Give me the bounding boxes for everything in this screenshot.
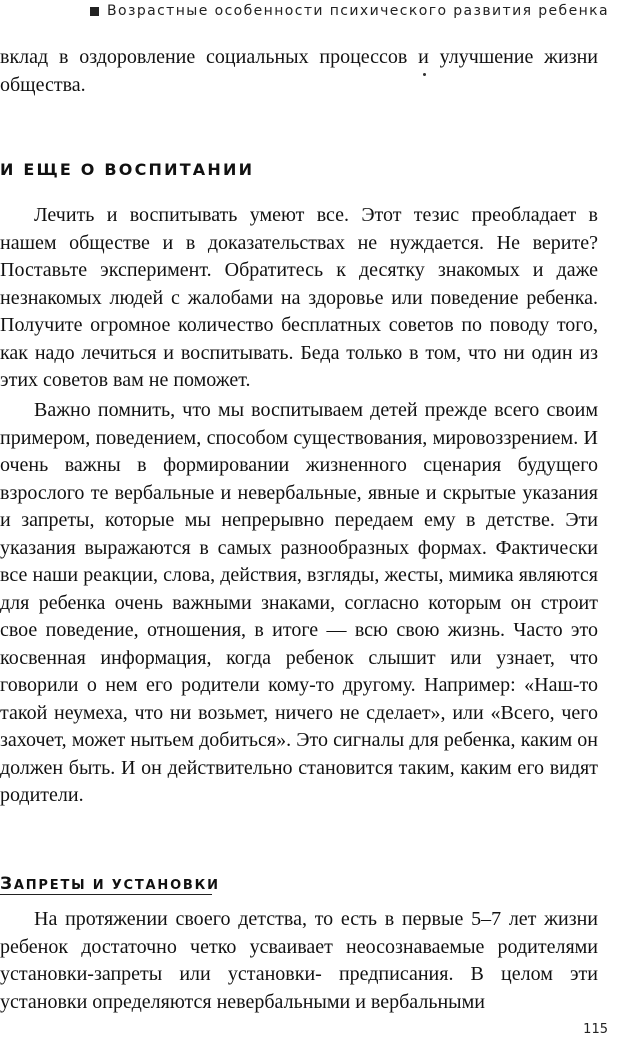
continuation-paragraph: вклад в оздоровление социальных процессов и улучшение жизни общества. [0, 46, 598, 96]
subsection-heading-underline [0, 894, 212, 895]
subsection-heading-initial: З [0, 874, 14, 894]
paragraph-2: Важно помнить, что мы воспитываем детей прежде всего своим примером, поведением, способом существования, мировоззрением. И очень важны в формировании жизненного сценария будущего взрослого те вербальные и невербальные, явные и скрытые указания и запреты, которые мы непрерывно передаем ему в детстве. Эти указания выражаются в самых разнообразных формах. Фактически все наши реакции, слова, действия, взгляды, жесты, мимика являются для ребенка очень важными знаками, согласно которым он строит свое поведение, отношения, в итоге — всю свою жизнь. Часто это косвенная информация, когда ребенок слышит или узнает, что говорили о нем его родители кому-то другому. Например: «Наш-то такой неумеха, что ни возьмет, ничего не сделает», или «Всего, чего захочет, может нытьем добиться». Это сигналы для ребенка, каким он должен быть. И он действительно становится таким, каким его видят родители. [0, 399, 598, 806]
subsection-heading-rest: АПРЕТЫ И УСТАНОВКИ [13, 878, 220, 893]
page-number: 115 [583, 1022, 608, 1037]
paragraph-1: Лечить и воспитывать умеют все. Этот тезис преобладает в нашем обществе и в доказательствах не нуждается. Не верите? Поставьте эксперимент. Обратитесь к десятку знакомых и даже незнакомых людей с жалобами на здоровье или поведение ребенка. Получите огромное количество бесплатных советов по поводу того, как надо лечиться и воспитывать. Беда только в том, что ни один из этих советов вам не поможет. [0, 204, 598, 391]
bullet-square-icon [90, 7, 99, 16]
stray-dot-mark [423, 73, 426, 76]
subsection-heading [0, 874, 220, 894]
running-head [28, 0, 618, 22]
section-heading: И ЕЩЕ О ВОСПИТАНИИ [0, 160, 255, 179]
paragraph-3: На протяжении своего детства, то есть в первые 5–7 лет жизни ребенок достаточно четко усваивает неосознаваемые родителями установки-запреты или установки- предписания. В целом эти установки определяются невербальными и вербальными [0, 908, 598, 1013]
running-head-text: Возрастные особенности психического развития ребенка [107, 3, 609, 19]
